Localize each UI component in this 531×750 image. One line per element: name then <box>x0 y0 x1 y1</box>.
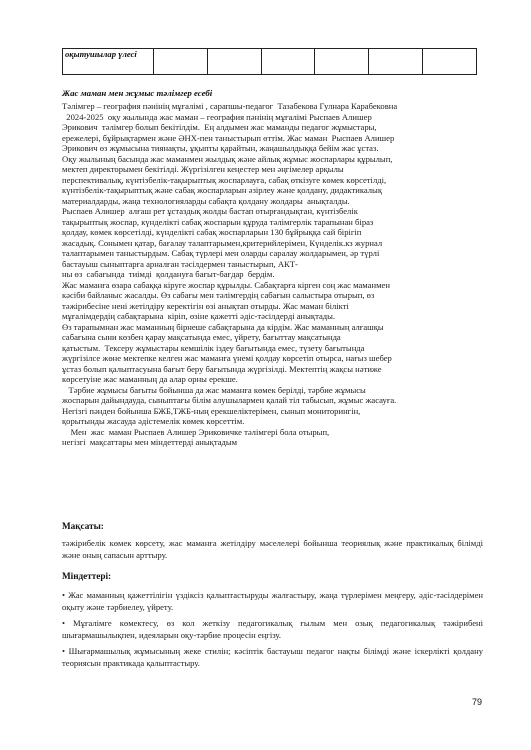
table-cell-share: оқытушылар үлесі <box>63 49 154 75</box>
table-cell <box>207 49 261 75</box>
tasks-heading: Міндеттері: <box>62 571 112 581</box>
body-line: Тәлімгер – география пәнінің мұғалімі , сарапшы-педагог Тазабекова Гулнара Карабековна <box>62 101 398 111</box>
body-line: Жас маманға өзара сабаққа кіруге жоспар құрылды. Сабақтарға кірген соң жас маманмен <box>62 279 390 290</box>
section-title: Жас маман мен жұмыс тәлімгер есебі <box>62 88 213 98</box>
goals-text: тәжірибелік көмек көрсету, жас маманға жетілдіру мәселелері бойынша теориялық және практикалық білімді және оның сапасын арттыру. <box>62 538 483 560</box>
body-line: тәжірибесіне нені жетілдіру керектігін өзі анықтап отырды. Жас маман білікті <box>62 300 349 311</box>
body-line: Эрикович тәлімгер болып бекітілдім. Ең алдымен жас маманды педагог жұмыстары, <box>62 122 377 132</box>
table-fragment <box>62 48 477 75</box>
body-line: негізгі мақсаттары мен міндеттерді анықтадым <box>62 437 238 447</box>
body-line: көрсетуіне жас маманның да алар орны ерекше. <box>62 374 238 384</box>
body-line: қорытынды жасауда әдістемелік көмек көрсеттім. <box>62 416 245 426</box>
table-cell <box>423 49 477 75</box>
body-line: Рыспаев Алишер алғаш рет ұстаздық жолды бастап отырғандықтан, күнтізбелік <box>62 206 358 216</box>
body-line: ны өз сабағында тиімді қолдануға бағыт-бағдар бердім. <box>62 269 275 279</box>
body-line: 2024-2025 оқу жылында жас маман – география пәнінің мұғалімі Рыспаев Алишер <box>62 111 372 122</box>
goals-heading: Мақсаты: <box>62 521 104 531</box>
body-line: Мен жас маман Рыспаев Алишер Эриковичке тәлімгері бола отырып, <box>62 426 330 437</box>
table-cell <box>369 49 423 75</box>
body-line: материалдарды, жаңа технологияларды сабақта қолдану жолдары анықталды. <box>62 195 350 206</box>
body-line: мұғалімдердің сабақтарына кіріп, өзіне қажетті әдіс-тәсілдерді анықтады. <box>62 311 336 321</box>
body-line: перспективалық, күнтізбелік-тақырыптық жоспарлауға, сабақ өткізуге көмек көрсетілді, <box>62 174 387 185</box>
task-item: • Мұғалімге көмектесу, өз кол жеткізу педагогикалық ғылым мен озық педагогикалық тәжірибені шығармашылықпен, идеяларын оқу-тәрбие процесін еңгізу. <box>62 618 483 640</box>
body-line: Өз тарапымнан жас маманның бірнеше сабақтарына да кірдім. Жас маманның алғашқы <box>62 321 384 332</box>
body-line: жүргізілсе жөне мектепке келген жас маманға үнемі қолдау көрсетіп отырса, нағыз шебер <box>62 353 392 363</box>
body-line: сабағына сыни көзбен қарау мақсатында емес, үйрету, бағыттау мақсатында <box>62 332 341 342</box>
body-line: тақырыптық жоспар, күнделікті сабақ жоспарын құруда тәлімгерлік тарапынан біраз <box>62 216 374 227</box>
task-item: • Шығармашылық жұмысының жеке стилін; кәсіптік бастауыш педагог нақты білімді және іскерлікті қолдану теориясын практикада қалыптастыру. <box>62 646 483 668</box>
report-body <box>62 101 483 448</box>
body-line: бастауыш сыныптарға арналған тәсілдермен таныстырып, АКТ- <box>62 258 298 269</box>
body-line: ережелері, бұйрықтармен және ӘНХ-пен таныстырып өттім. Жас маман Рыспаев Алишер <box>62 132 395 143</box>
body-line: күнтізбелік-тақырыптық және сабақ жоспарларын әзірлеу және қолдану, дидактикалық <box>62 185 383 195</box>
body-line: Тәрбие жұмысы бағыты бойынша да жас маманға көмек берілді, тәрбие жұмысы <box>62 384 366 395</box>
body-line: жоспарын дайындауда, сыныптағы білім алушылармен қалай тіл табысып, жұмыс жасауға. <box>62 395 397 405</box>
table-cell <box>154 49 208 75</box>
table-cell <box>315 49 369 75</box>
task-item: • Жас маманның қажеттілігін үздіксіз қалыптастыруды жалғастыру, жаңа түрлерімен меңгеру, әдіс-тәсілдерімен оқыту және тәрбиелеу, үйрету. <box>62 590 483 612</box>
body-line: қолдау, көмек көрсетілді, күнделікті сабақ жоспарларын 130 бұйрыққа сай бірігіп <box>62 227 362 237</box>
body-line: Негізгі пәнден бойынша БЖБ,ТЖБ-ның ерекшеліктерімен, сынып мониторингін, <box>62 405 361 416</box>
body-line: Эрикович өз жұмысына тиянақты, ұқыпты қарайтын, жаңашылдыққа бейім жас ұстаз. <box>62 143 379 153</box>
body-line: жасадық. Сонымен қатар, бағалау талаптарымен,критерийлерімен, Күнделік.кз журнал <box>62 237 383 248</box>
body-line: мектеп директорымен бекітілді. Жүргізілген кеңестер мен әңгімелер арқылы <box>62 164 344 174</box>
table-cell <box>261 49 315 75</box>
body-line: кәсіби байланыс жасалды. Өз сабағы мен тәлімгердің сабағын салыстыра отырып, өз <box>62 290 375 300</box>
body-line: Оқу жылының басында жас маманмен жылдық және айлық жұмыс жоспарлары құрылып, <box>62 153 393 164</box>
body-line: қатыстым. Тексеру жұмыстары кемшілік іздеу бағытында емес, түзету бағытында <box>62 342 365 353</box>
body-line: талаптарымен таныстырдым. Сабақ түрлері мен оларды саралау жолдарымен, әр түрлі <box>62 248 380 258</box>
table-row <box>63 49 477 75</box>
body-line: ұстаз болып қалыптасуына бағыт беру бағытында жүргізілді. Мектептің жақсы нәтиже <box>62 363 382 374</box>
page-number: 79 <box>472 697 483 707</box>
